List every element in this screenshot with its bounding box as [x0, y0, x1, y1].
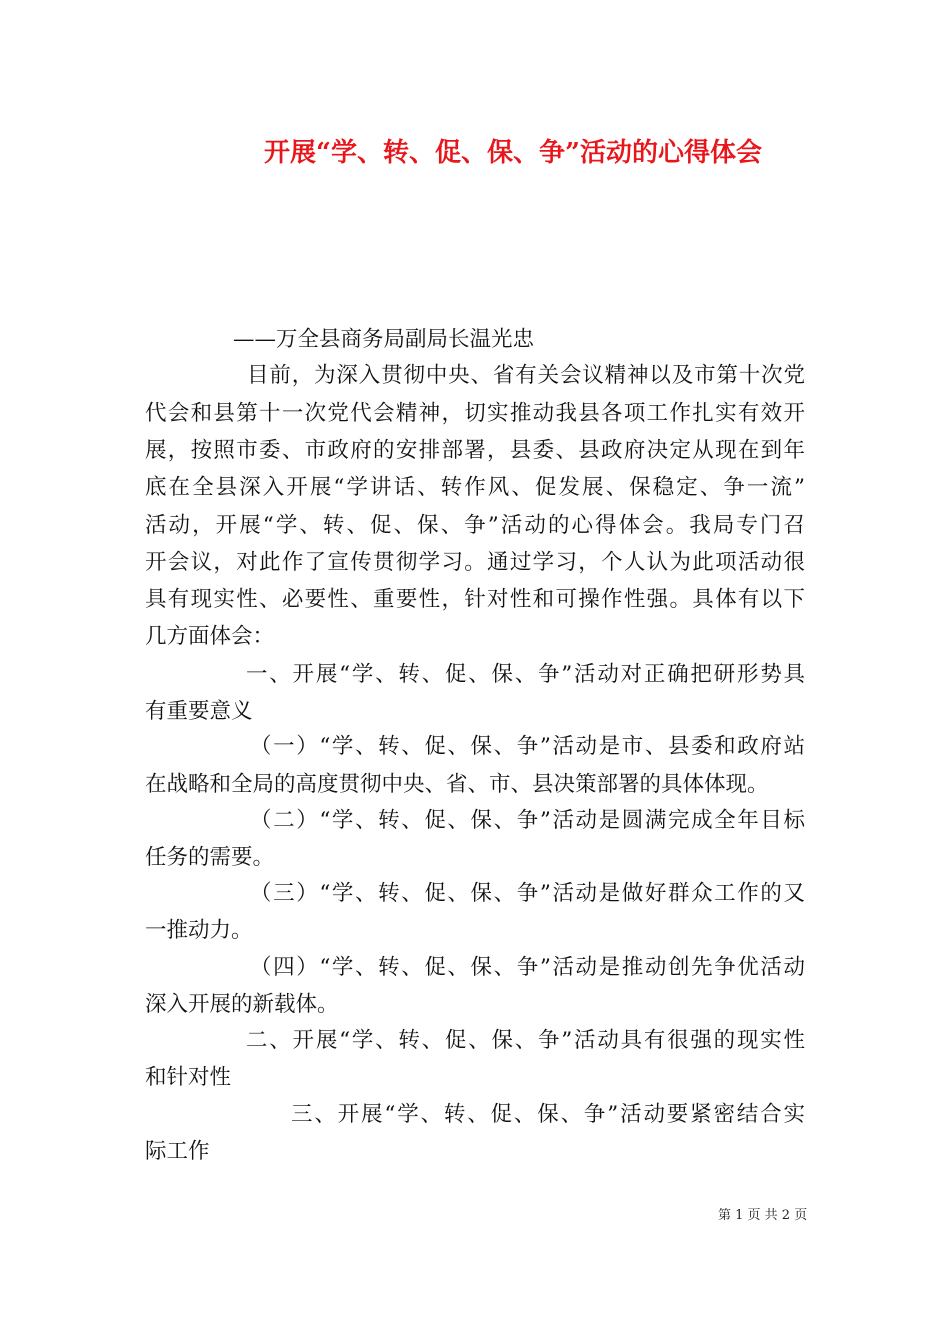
document-title: 开展“学、转、促、保、争”活动的心得体会	[264, 138, 762, 168]
text-line: （一）“学、转、促、保、争”活动是市、县委和政府站	[250, 734, 805, 759]
text-line: 开会议，对此作了宣传贯彻学习。通过学习，个人认为此项活动很	[145, 550, 805, 575]
text-line: （四）“学、转、促、保、争”活动是推动创先争优活动	[250, 955, 805, 980]
author-line: ——万全县商务局副局长温光忠	[233, 327, 535, 352]
text-line: 目前，为深入贯彻中央、省有关会议精神以及市第十次党	[247, 363, 805, 388]
text-line: 有重要意义	[145, 699, 253, 724]
text-line: （三）“学、转、促、保、争”活动是做好群众工作的又	[250, 881, 805, 906]
text-line: 代会和县第十一次党代会精神，切实推动我县各项工作扎实有效开	[145, 401, 805, 426]
text-line: 深入开展的新载体。	[145, 992, 339, 1017]
text-line: 二、开展“学、转、促、保、争”活动具有很强的现实性	[246, 1028, 805, 1053]
text-line: 在战略和全局的高度贯彻中央、省、市、县决策部署的具体体现。	[145, 772, 769, 797]
text-line: （二）“学、转、促、保、争”活动是圆满完成全年目标	[250, 808, 805, 833]
page-number: 第 1 页 共 2 页	[718, 1208, 808, 1223]
text-line: 一推动力。	[145, 918, 253, 943]
text-line: 具有现实性、必要性、重要性，针对性和可操作性强。具体有以下	[145, 587, 805, 612]
text-line: 底在全县深入开展“学讲话、转作风、促发展、保稳定、争一流”	[145, 475, 805, 500]
text-line: 任务的需要。	[145, 845, 275, 870]
text-line: 一、开展“学、转、促、保、争”活动对正确把研形势具	[246, 662, 805, 687]
text-line: 和针对性	[145, 1065, 232, 1090]
text-line: 际工作	[145, 1139, 210, 1164]
text-line: 三、开展“学、转、促、保、争”活动要紧密结合实	[291, 1102, 805, 1127]
text-line: 几方面体会：	[145, 624, 275, 649]
text-line: 展，按照市委、市政府的安排部署，县委、县政府决定从现在到年	[145, 438, 805, 463]
text-line: 活动，开展“学、转、促、保、争”活动的心得体会。我局专门召	[145, 513, 805, 538]
